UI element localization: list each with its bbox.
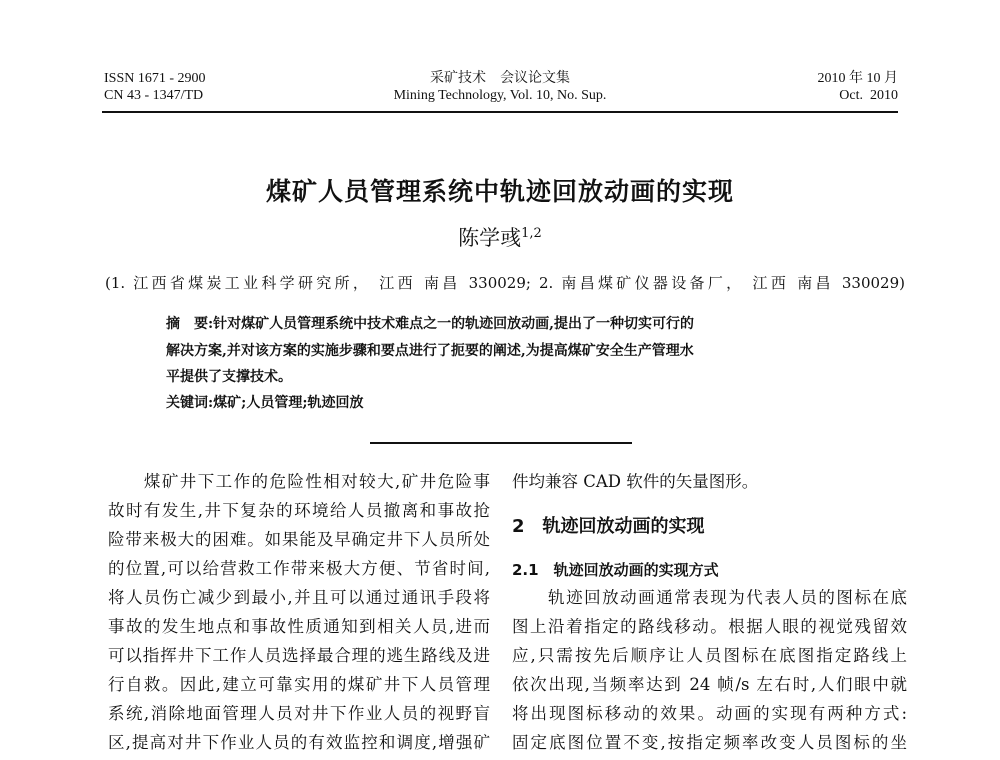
body-line: 将人员伤亡减少到最小,并且可以通过通讯手段将 [108,588,490,607]
body-line: 应,只需按先后顺序让人员图标在底图指定路线上 [512,646,907,665]
body-line: 将出现图标移动的效果。动画的实现有两种方式: [512,704,907,723]
issn: ISSN 1671 - 2900 [104,71,206,86]
abstract-line-3: 平提供了支撑技术。 [166,369,292,385]
body-line: 系统,消除地面管理人员对井下作业人员的视野盲 [108,704,490,723]
body-line: 区,提高对井下作业人员的有效监控和调度,增强矿 [108,733,490,752]
journal-title-cn: 采矿技术 会议论文集 [430,71,570,86]
author-affiliation-marks: 1,2 [521,226,542,241]
abstract-label: 摘 要: [166,316,214,332]
cn-number: CN 43 - 1347/TD [104,88,204,103]
header-rule [102,111,898,113]
abstract-line-2: 解决方案,并对该方案的实施步骤和要点进行了扼要的阐述,为提高煤矿安全生产管理水 [166,343,694,359]
keywords-label: 关键词: [166,395,214,411]
abstract-line-1 [166,313,826,333]
body-line: 行自救。因此,建立可靠实用的煤矿井下人员管理 [108,675,490,694]
abstract-text: 针对煤矿人员管理系统中技术难点之一的轨迹回放动画,提出了一种切实可行的 [213,316,695,332]
body-line: 固定底图位置不变,按指定频率改变人员图标的坐 [512,733,907,752]
affiliation: (1. 江西省煤炭工业科学研究所， 江西 南昌 330029; 2. 南昌煤矿仪器设备厂， 江西 南昌 330029) [105,274,905,292]
author [0,222,1000,252]
body-line: 件均兼容 CAD 软件的矢量图形。 [512,472,759,491]
body-line: 险带来极大的困难。如果能及早确定井下人员所处 [108,530,490,549]
body-line: 事故的发生地点和事故性质通知到相关人员,进而 [108,617,490,636]
date-cn: 2010 年 10 月 [817,71,898,86]
body-line: 故时有发生,井下复杂的环境给人员撤离和事故抢 [108,501,490,520]
section-heading: 2 轨迹回放动画的实现 [512,516,705,537]
paper-title: 煤矿人员管理系统中轨迹回放动画的实现 [265,177,734,206]
journal-title-en: Mining Technology, Vol. 10, No. Sup. [393,88,607,103]
keywords-text: 煤矿;人员管理;轨迹回放 [213,395,364,411]
body-line: 的位置,可以给营救工作带来极大方便、节省时间, [108,559,490,578]
body-line: 图上沿着指定的路线移动。根据人眼的视觉残留效 [512,617,907,636]
date-en: Oct. 2010 [839,88,898,103]
body-line: 依次出现,当频率达到 24 帧/s 左右时,人们眼中就 [512,675,907,694]
abstract-rule [370,442,632,444]
subsection-heading: 2.1 轨迹回放动画的实现方式 [512,561,719,579]
author-name: 陈学彧 [458,226,522,250]
keywords [166,392,826,412]
body-line: 轨迹回放动画通常表现为代表人员的图标在底 [512,588,907,607]
body-line: 煤矿井下工作的危险性相对较大,矿井危险事 [108,472,490,491]
body-line: 可以指挥井下工作人员选择最合理的逃生路线及进 [108,646,490,665]
